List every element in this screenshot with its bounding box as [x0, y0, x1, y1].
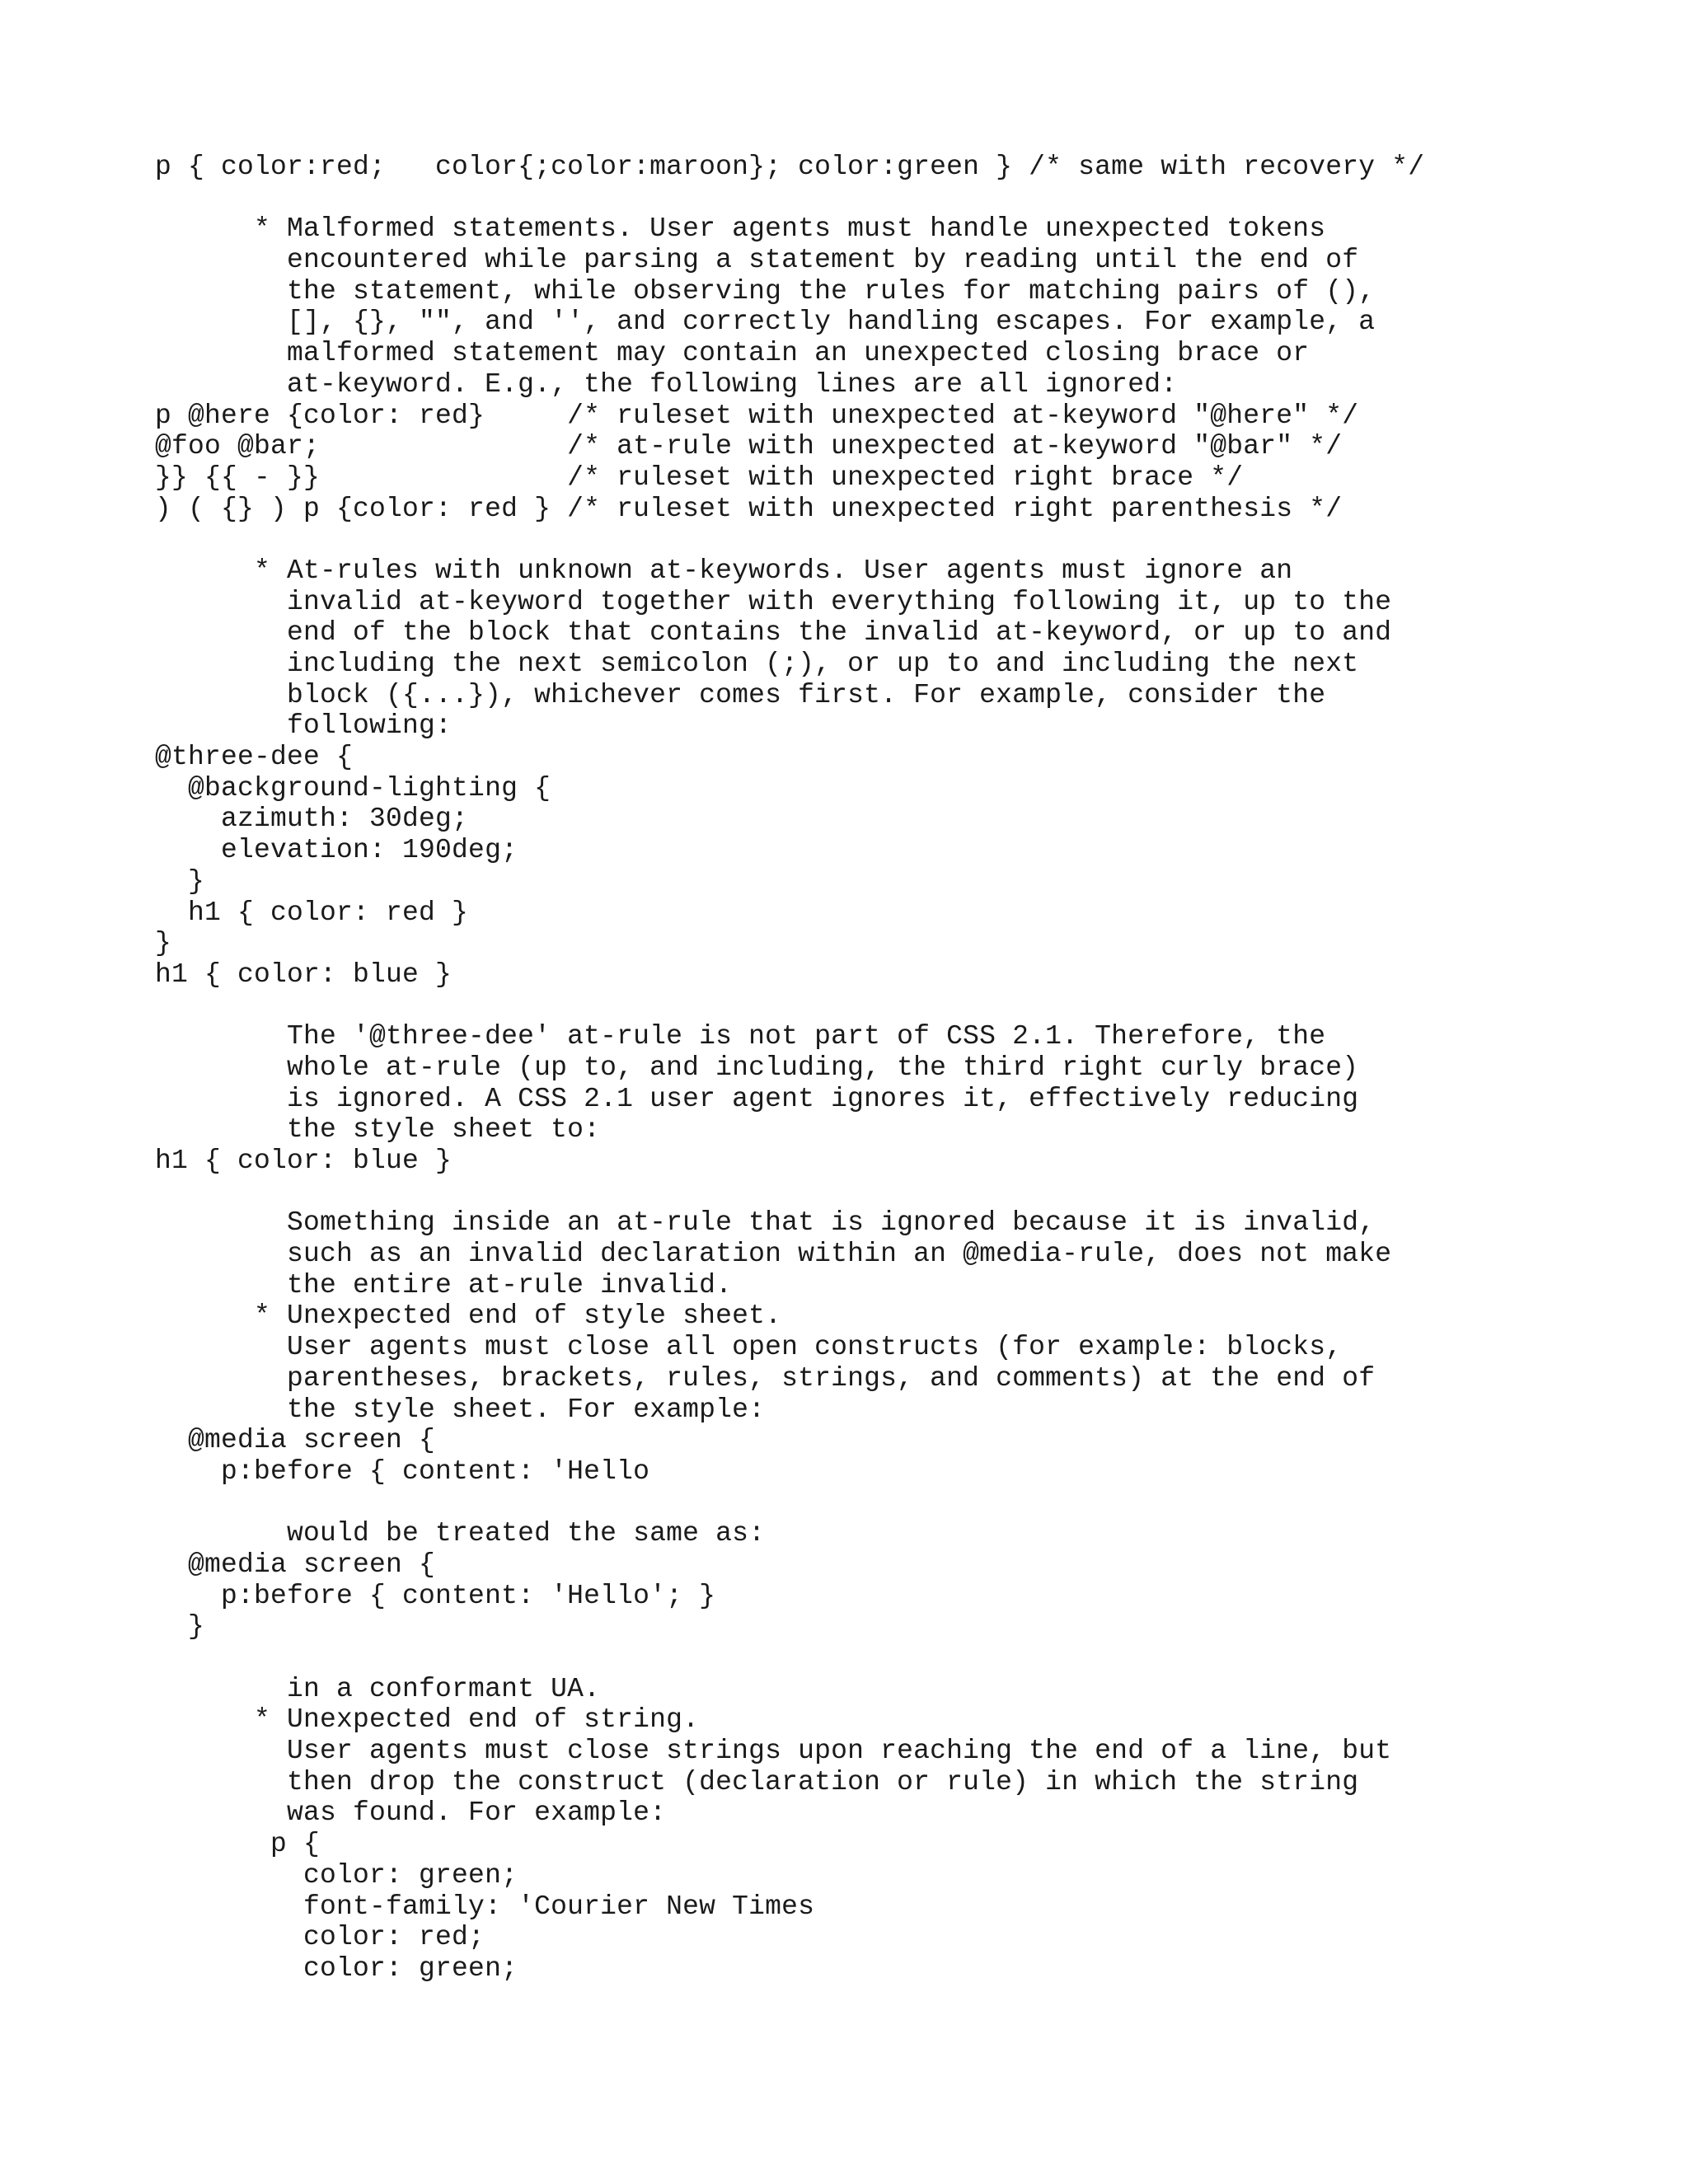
text-line: * Malformed statements. User agents must handle unexpected tokens — [155, 213, 1326, 245]
text-line: was found. For example: — [155, 1797, 667, 1829]
text-line: p:before { content: 'Hello — [155, 1455, 650, 1487]
text-line: h1 { color: blue } — [155, 958, 452, 990]
text-line: User agents must close all open constructs (for example: blocks, — [155, 1332, 1343, 1363]
text-line — [155, 524, 1655, 555]
text-line: h1 { color: blue } — [155, 1146, 452, 1176]
text-line: the statement, while observing the rules for matching pairs of (), — [155, 275, 1376, 307]
text-line: @foo @bar; /* at-rule with unexpected at-keyword "@bar" */ — [155, 431, 1343, 462]
text-line: the entire at-rule invalid. — [155, 1269, 733, 1301]
text-line — [155, 1643, 1655, 1674]
text-line: * Unexpected end of string. — [155, 1704, 700, 1736]
text-line — [155, 183, 1655, 214]
text-line: @background-lighting { — [155, 772, 551, 804]
text-line: h1 { color: red } — [155, 897, 469, 928]
text-line: ) ( {} ) p {color: red } /* ruleset with unexpected right parenthesis */ — [155, 493, 1343, 524]
text-line: p @here {color: red} /* ruleset with unexpected at-keyword "@here" */ — [155, 400, 1359, 431]
text-line: whole at-rule (up to, and including, the third right curly brace) — [155, 1052, 1359, 1083]
text-line: azimuth: 30deg; — [155, 804, 469, 835]
text-line: is ignored. A CSS 2.1 user agent ignores it, effectively reducing — [155, 1083, 1359, 1114]
text-line: end of the block that contains the invalid at-keyword, or up to and — [155, 617, 1392, 649]
text-line: malformed statement may contain an unexpected closing brace or — [155, 338, 1310, 369]
text-line: * At-rules with unknown at-keywords. User agents must ignore an — [155, 555, 1293, 586]
text-line: @three-dee { — [155, 742, 354, 773]
text-line: * Unexpected end of style sheet. — [155, 1301, 782, 1332]
text-line: following: — [155, 710, 452, 742]
text-line: } — [155, 1611, 205, 1643]
text-line: then drop the construct (declaration or rule) in which the string — [155, 1766, 1359, 1797]
text-line: block ({...}), whichever comes first. For example, consider the — [155, 679, 1326, 710]
text-line: p { color:red; color{;color:maroon}; color:green } /* same with recovery */ — [155, 152, 1425, 182]
text-line — [155, 1177, 1655, 1208]
text-line: in a conformant UA. — [155, 1673, 601, 1704]
text-line: [], {}, "", and '', and correctly handling escapes. For example, a — [155, 307, 1376, 338]
text-line: font-family: 'Courier New Times — [155, 1891, 815, 1922]
document-text — [155, 152, 1655, 1985]
text-line: color: green; — [155, 1952, 518, 1984]
text-line: would be treated the same as: — [155, 1518, 766, 1549]
text-line: Something inside an at-rule that is ignored because it is invalid, — [155, 1207, 1376, 1239]
text-line: p { — [155, 1829, 321, 1860]
text-line: User agents must close strings upon reaching the end of a line, but — [155, 1736, 1392, 1767]
text-line — [155, 1488, 1655, 1519]
text-line: p:before { content: 'Hello'; } — [155, 1580, 716, 1611]
text-line: including the next semicolon (;), or up to and including the next — [155, 649, 1359, 679]
text-line: color: green; — [155, 1859, 518, 1891]
text-line: parentheses, brackets, rules, strings, and comments) at the end of — [155, 1362, 1376, 1394]
text-line: @media screen { — [155, 1425, 436, 1456]
text-line: at-keyword. E.g., the following lines are all ignored: — [155, 368, 1178, 400]
text-line: such as an invalid declaration within an @media-rule, does not make — [155, 1239, 1392, 1270]
text-line: color: red; — [155, 1922, 485, 1953]
text-line: @media screen { — [155, 1549, 436, 1580]
text-line: } — [155, 928, 172, 959]
text-line: the style sheet to: — [155, 1114, 601, 1146]
text-line — [155, 991, 1655, 1022]
text-line: The '@three-dee' at-rule is not part of CSS 2.1. Therefore, the — [155, 1021, 1326, 1052]
text-line: }} {{ - }} /* ruleset with unexpected right brace */ — [155, 462, 1244, 493]
text-line: the style sheet. For example: — [155, 1394, 766, 1425]
text-line: elevation: 190deg; — [155, 835, 518, 866]
text-line: encountered while parsing a statement by reading until the end of — [155, 245, 1359, 276]
text-line: } — [155, 865, 205, 897]
text-line: invalid at-keyword together with everything following it, up to the — [155, 586, 1392, 617]
